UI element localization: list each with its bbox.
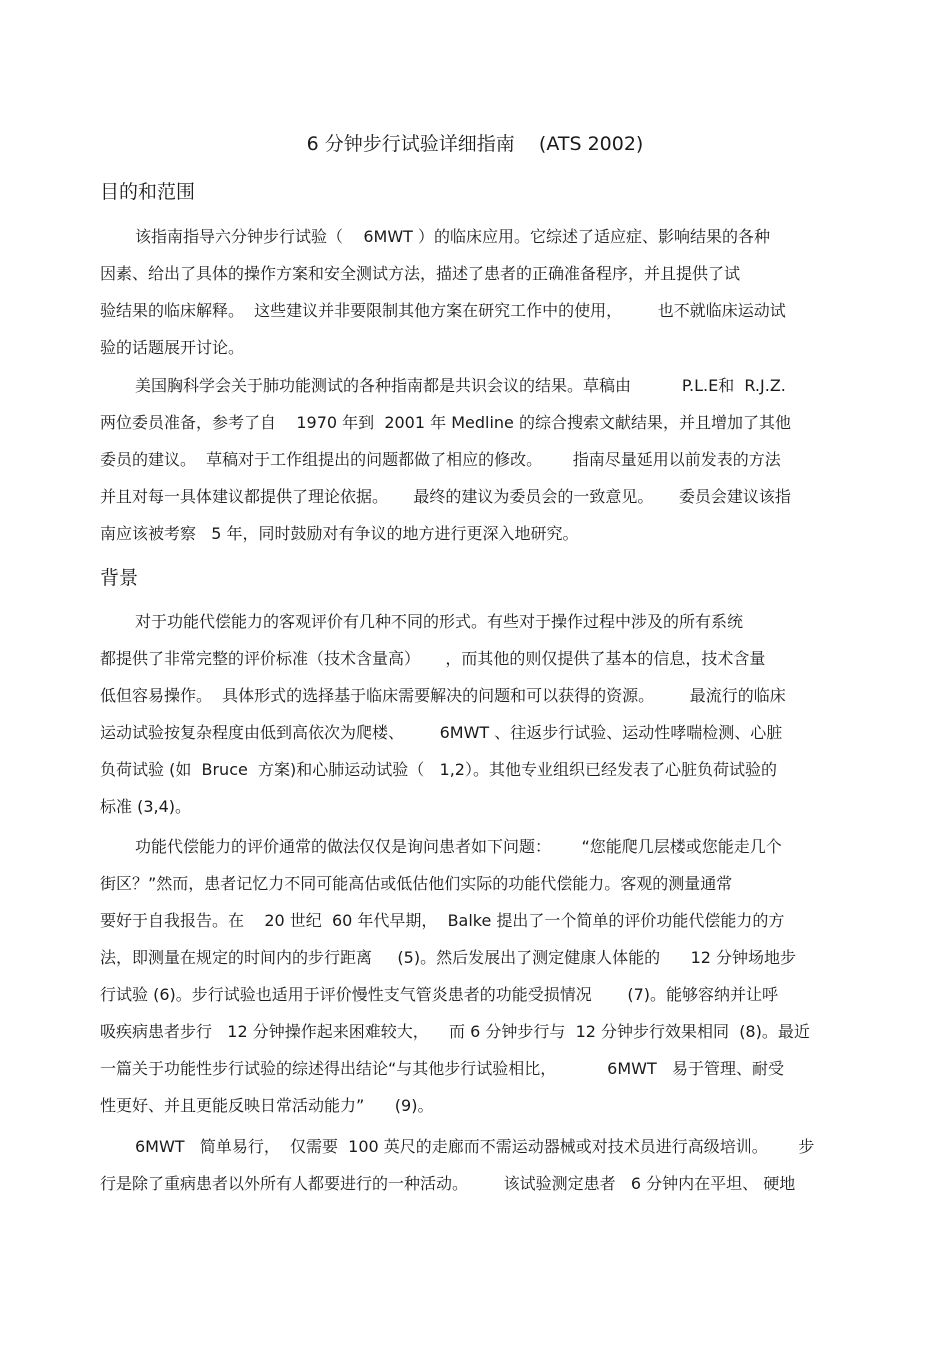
- text-line: 法，即测量在规定的时间内的步行距离 (5)。然后发展出了测定健康人体能的 12 分钟场地步: [100, 948, 797, 967]
- text-line: 美国胸科学会关于肺功能测试的各种指南都是共识会议的结果。草稿由 P.L.E和 R.J.Z.: [135, 376, 786, 395]
- text-line: 性更好、并且更能反映日常活动能力” (9)。: [100, 1096, 434, 1115]
- text-line: 该指南指导六分钟步行试验（ 6MWT ）的临床应用。它综述了适应症、影响结果的各种: [135, 227, 771, 246]
- text-line: 街区？”然而，患者记忆力不同可能高估或低估他们实际的功能代偿能力。客观的测量通常: [100, 874, 733, 893]
- text-line: 并且对每一具体建议都提供了理论依据。 最终的建议为委员会的一致意见。 委员会建议该指: [100, 487, 791, 506]
- text-line: 验结果的临床解释。 这些建议并非要限制其他方案在研究工作中的使用， 也不就临床运动试: [100, 301, 786, 320]
- text-line: 要好于自我报告。在 20 世纪 60 年代早期， Balke 提出了一个简单的评价功能代偿能力的方: [100, 911, 785, 930]
- document-title: 6 分钟步行试验详细指南 (ATS 2002): [306, 133, 644, 155]
- text-line: 验的话题展开讨论。: [100, 338, 245, 357]
- text-line: 因素、给出了具体的操作方案和安全测试方法，描述了患者的正确准备程序，并且提供了试: [100, 264, 741, 283]
- text-line: 功能代偿能力的评价通常的做法仅仅是询问患者如下问题： “您能爬几层楼或您能走几个: [135, 837, 782, 856]
- text-line: 对于功能代偿能力的客观评价有几种不同的形式。有些对于操作过程中涉及的所有系统: [135, 612, 744, 631]
- paragraph: [100, 367, 870, 552]
- paragraph: [100, 1128, 870, 1202]
- text-line: 一篇关于功能性步行试验的综述得出结论“与其他步行试验相比， 6MWT 易于管理、耐受: [100, 1059, 784, 1078]
- text-line: 两位委员准备，参考了自 1970 年到 2001 年 Medline 的综合搜索文献结果，并且增加了其他: [100, 413, 791, 432]
- text-line: 吸疾病患者步行 12 分钟操作起来困难较大， 而 6 分钟步行与 12 分钟步行效果相同 (8)。最近: [100, 1022, 810, 1041]
- paragraph: [100, 828, 870, 1124]
- paragraph: [100, 603, 870, 825]
- text-line: 负荷试验 (如 Bruce 方案)和心肺运动试验（ 1,2）。其他专业组织已经发表了心脏负荷试验的: [100, 760, 777, 779]
- section-heading-background: 背景: [100, 567, 139, 589]
- text-line: 南应该被考察 5 年，同时鼓励对有争议的地方进行更深入地研究。: [100, 524, 579, 543]
- text-line: 运动试验按复杂程度由低到高依次为爬楼、 6MWT 、往返步行试验、运动性哮喘检测、心脏: [100, 723, 783, 742]
- text-line: 6MWT 简单易行， 仅需要 100 英尺的走廊而不需运动器械或对技术员进行高级培训。 步: [135, 1137, 815, 1156]
- paragraph: [100, 218, 870, 366]
- text-line: 都提供了非常完整的评价标准（技术含量高） ，而其他的则仅提供了基本的信息，技术含量: [100, 649, 766, 668]
- section-heading-purpose-scope: 目的和范围: [100, 181, 196, 203]
- text-line: 行试验 (6)。步行试验也适用于评价慢性支气管炎患者的功能受损情况 (7)。能够容纳并让呼: [100, 985, 779, 1004]
- text-line: 低但容易操作。 具体形式的选择基于临床需要解决的问题和可以获得的资源。 最流行的临床: [100, 686, 786, 705]
- text-line: 委员的建议。 草稿对于工作组提出的问题都做了相应的修改。 指南尽量延用以前发表的方法: [100, 450, 781, 469]
- text-line: 标准 (3,4)。: [100, 797, 192, 816]
- text-line: 行是除了重病患者以外所有人都要进行的一种活动。 该试验测定患者 6 分钟内在平坦、 硬地: [100, 1174, 796, 1193]
